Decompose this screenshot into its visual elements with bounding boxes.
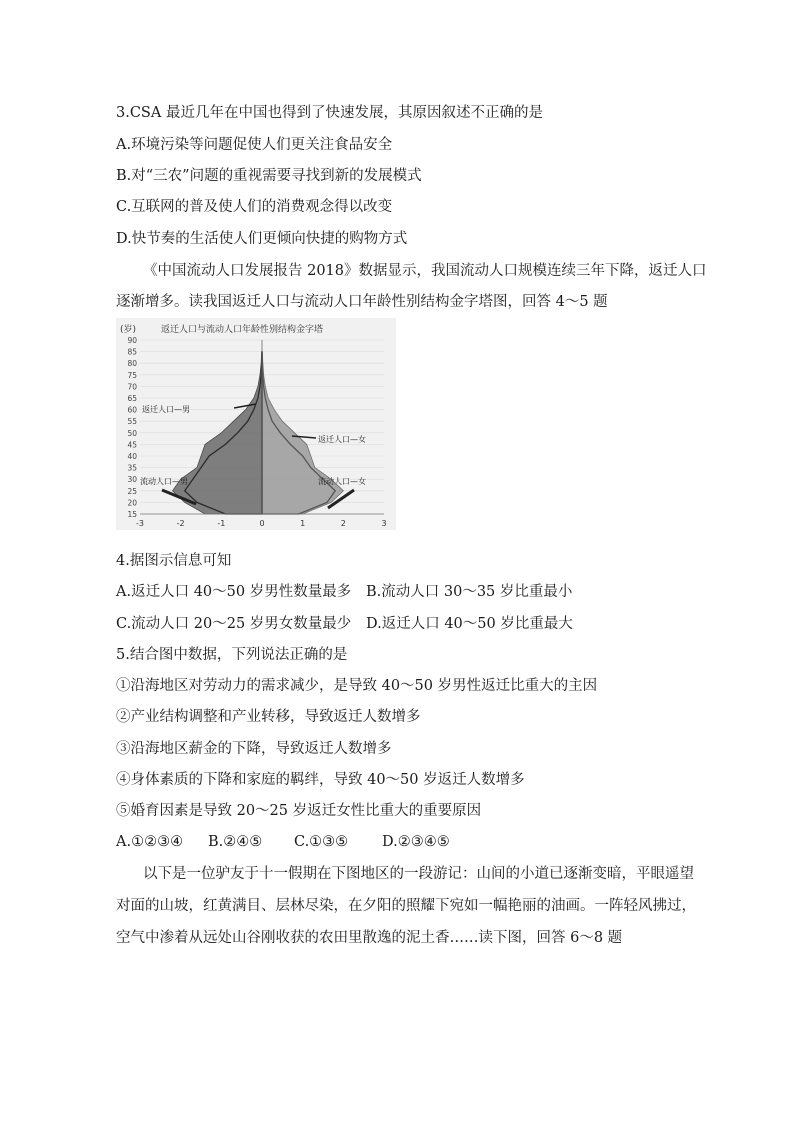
y-tick-label: 15 xyxy=(127,510,137,519)
x-tick-label: -3 xyxy=(136,519,144,528)
y-tick-label: 50 xyxy=(127,428,137,438)
x-tick-label: 3 xyxy=(381,519,387,528)
y-tick-label: 75 xyxy=(127,370,137,380)
y-tick-label: 65 xyxy=(127,394,137,403)
y-tick-label: 40 xyxy=(127,452,137,461)
intro2-line3: 空气中渗着从远处山谷刚收获的农田里散逸的泥土香……读下图，回答 6～8 题 xyxy=(116,930,623,946)
q5-statement-2: ②产业结构调整和产业转移，导致返迁人数增多 xyxy=(116,709,421,725)
q5-option-c: C.①③⑤ xyxy=(294,834,349,850)
y-tick-label: 70 xyxy=(127,382,137,392)
q5-statement-4: ④身体素质的下降和家庭的羁绊，导致 40～50 岁返迁人数增多 xyxy=(116,772,525,788)
population-pyramid-figure xyxy=(116,318,396,530)
y-tick-label: 30 xyxy=(127,475,137,485)
q4-stem: 4.据图示信息可知 xyxy=(116,553,232,569)
q5-option-d: D.②③④⑤ xyxy=(382,834,450,850)
label-return-male: 返迁人口—男 xyxy=(142,405,190,414)
q3-option-d: D.快节奏的生活使人们更倾向快捷的购物方式 xyxy=(116,231,408,247)
y-tick-label: 25 xyxy=(127,486,137,496)
y-tick-label: 80 xyxy=(127,359,137,369)
intro2-line1: 以下是一位驴友于十一假期在下图地区的一段游记：山间的小道已逐渐变暗，平眼遥望 xyxy=(143,866,694,882)
intro1-line2: 逐渐增多。读我国返迁人口与流动人口年龄性别结构金字塔图，回答 4～5 题 xyxy=(116,294,608,310)
y-tick-label: 90 xyxy=(127,336,137,345)
chart-title: 返迁人口与流动人口年龄性别结构金字塔 xyxy=(161,325,324,335)
label-return-female: 返迁人口—女 xyxy=(318,435,366,444)
q4-row2 xyxy=(116,614,573,634)
q5-option-a: A.①②③④ xyxy=(116,834,184,850)
x-tick-label: 2 xyxy=(340,519,346,528)
q3-option-b: B.对“三农”问题的重视需要寻找到新的发展模式 xyxy=(116,168,422,184)
q5-statement-3: ③沿海地区薪金的下降，导致返迁人数增多 xyxy=(116,741,392,757)
q5-stem: 5.结合图中数据，下列说法正确的是 xyxy=(116,647,348,663)
q4-option-b: B.流动人口 30～35 岁比重最小 xyxy=(366,584,573,600)
q5-statement-1: ①沿海地区对劳动力的需求减少，是导致 40～50 岁男性返迁比重大的主因 xyxy=(116,678,598,694)
intro1-line1: 《中国流动人口发展报告 2018》数据显示，我国流动人口规模连续三年下降，返迁人口 xyxy=(143,263,707,279)
q4-row1 xyxy=(116,582,572,602)
q4-option-c: C.流动人口 20～25 岁男女数量最少 xyxy=(116,616,352,632)
y-tick-label: 45 xyxy=(127,440,137,450)
q4-option-a: A.返迁人口 40～50 岁男性数量最多 xyxy=(116,584,352,600)
q5-statement-5: ⑤婚育因素是导致 20～25 岁返迁女性比重大的重要原因 xyxy=(116,803,482,819)
label-float-male: 流动人口—男 xyxy=(140,477,188,486)
population-pyramid-chart xyxy=(116,318,396,530)
q3-option-a: A.环境污染等问题促使人们更关注食品安全 xyxy=(116,137,393,153)
q4-option-d: D.返迁人口 40～50 岁比重最大 xyxy=(366,616,573,632)
y-tick-label: 85 xyxy=(127,347,137,357)
q5-option-b: B.②④⑤ xyxy=(208,834,263,850)
x-tick-label: 0 xyxy=(259,519,265,528)
y-tick-label: 55 xyxy=(127,417,137,427)
y-tick-label: 60 xyxy=(127,405,137,415)
y-tick-label: 35 xyxy=(127,463,137,473)
intro2-line2: 对面的山坡，红黄满目、层林尽染，在夕阳的照耀下宛如一幅艳丽的油画。一阵轻风拂过， xyxy=(116,898,696,914)
label-float-female: 流动人口—女 xyxy=(318,477,366,486)
x-tick-label: 1 xyxy=(300,519,306,528)
q5-options xyxy=(116,832,450,852)
y-tick-label: 20 xyxy=(127,498,137,508)
q3-option-c: C.互联网的普及使人们的消费观念得以改变 xyxy=(116,199,393,215)
y-axis-unit: (岁) xyxy=(120,325,137,335)
x-tick-label: -1 xyxy=(217,519,226,528)
q3-stem: 3.CSA 最近几年在中国也得到了快速发展，其原因叙述不正确的是 xyxy=(116,105,543,121)
x-tick-label: -2 xyxy=(176,519,185,528)
